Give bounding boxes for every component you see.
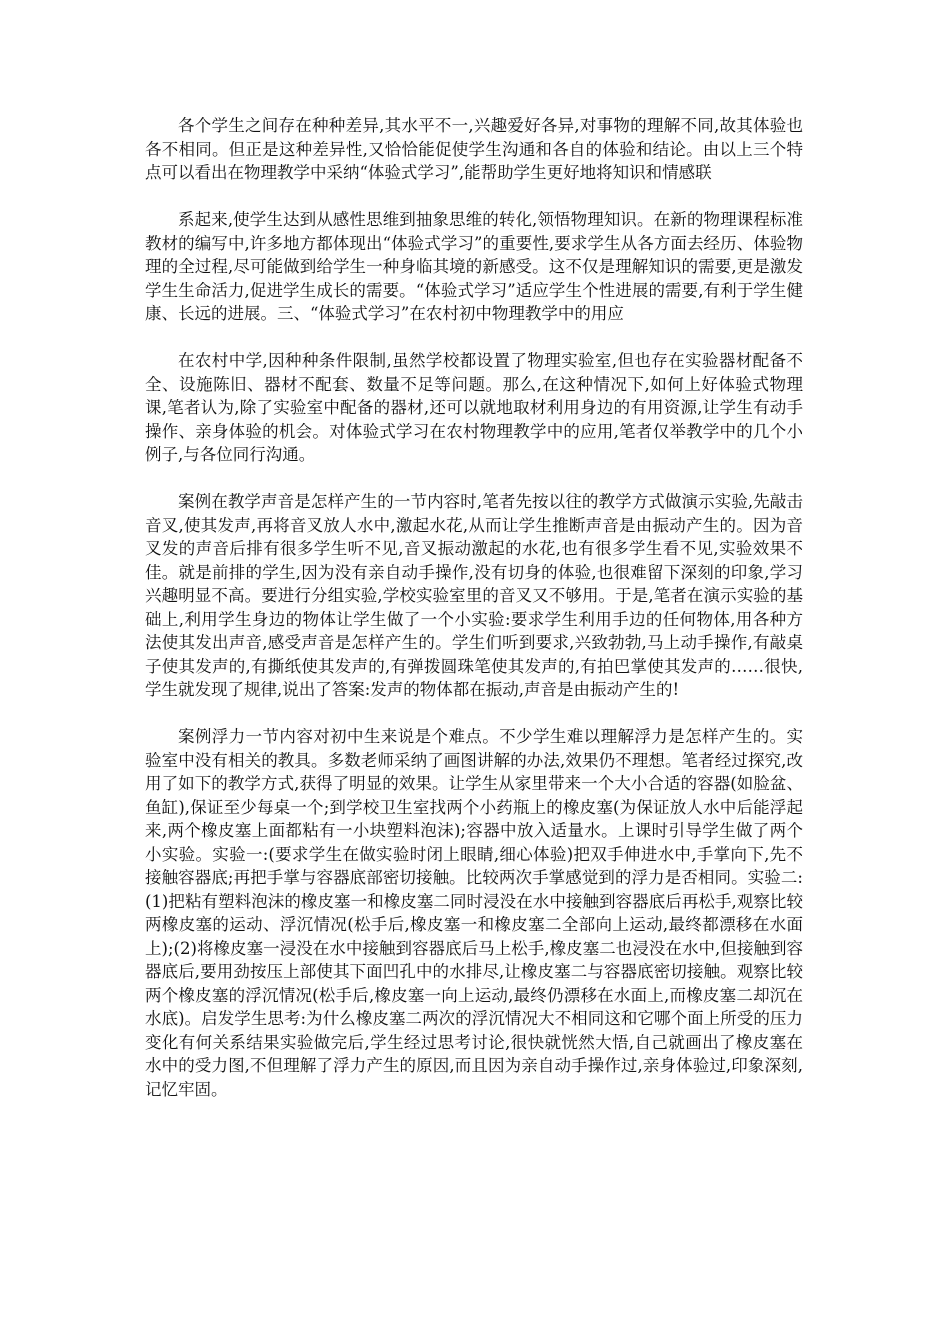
paragraph-3: 在农村中学,因种种条件限制,虽然学校都设置了物理实验室,但也存在实验器材配备不全、设施陈旧、器材不配套、数量不足等问题。那么,在这种情况下,如何上好体验式物理课,笔者认为,除了实验室中配备的器材,还可以就地取材利用身边的有用资源,让学生有动手操作、亲身体验的机会。对体验式学习在农村物理教学中的应用,笔者仅举教学中的几个小例子,与各位同行沟通。 bbox=[145, 351, 803, 464]
paragraph-4: 案例在教学声音是怎样产生的一节内容时,笔者先按以往的教学方式做演示实验,先敲击音叉,使其发声,再将音叉放人水中,激起水花,从而让学生推断声音是由振动产生的。因为音叉发的声音后排有很多学生听不见,音叉振动激起的水花,也有很多学生看不见,实验效果不佳。就是前排的学生,因为没有亲自动手操作,没有切身的体验,也很难留下深刻的印象,学习兴趣明显不高。要进行分组实验,学校实验室里的音叉又不够用。于是,笔者在演示实验的基础上,利用学生身边的物体让学生做了一个小实验:要求学生利用手边的任何物体,用各种方法使其发出声音,感受声音是怎样产生的。学生们听到要求,兴致勃勃,马上动手操作,有敲桌子使其发声的,有撕纸使其发声的,有弹拨圆珠笔使其发声的,有拍巴掌使其发声的……很快,学生就发现了规律,说出了答案:发声的物体都在振动,声音是由振动产生的! bbox=[145, 492, 803, 699]
paragraph-1: 各个学生之间存在种种差异,其水平不一,兴趣爱好各异,对事物的理解不同,故其体验也各不相同。但正是这种差异性,又恰恰能促使学生沟通和各自的体验和结论。由以上三个特点可以看出在物理教学中采纳“体验式学习”,能帮助学生更好地将知识和情感联 bbox=[145, 116, 803, 182]
paragraph-2: 系起来,使学生达到从感性思维到抽象思维的转化,领悟物理知识。在新的物理课程标准教材的编写中,许多地方都体现出“体验式学习”的重要性,要求学生从各方面去经历、体验物理的全过程,尽可能做到给学生一种身临其境的新感受。这不仅是理解知识的需要,更是激发学生生命活力,促进学生成长的需要。“体验式学习”适应学生个性进展的需要,有利于学生健康、长远的进展。三、“体验式学习”在农村初中物理教学中的用应 bbox=[145, 210, 803, 323]
document-page bbox=[145, 114, 803, 1125]
paragraph-5: 案例浮力一节内容对初中生来说是个难点。不少学生难以理解浮力是怎样产生的。实验室中没有相关的教具。多数老师采纳了画图讲解的办法,效果仍不理想。笔者经过探究,改用了如下的教学方式,获得了明显的效果。让学生从家里带来一个大小合适的容器(如脸盆、鱼缸),保证至少每桌一个;到学校卫生室找两个小药瓶上的橡皮塞(为保证放人水中后能浮起来,两个橡皮塞上面都粘有一小块塑料泡沫);容器中放入适量水。上课时引导学生做了两个小实验。实验一:(要求学生在做实验时闭上眼睛,细心体验)把双手伸进水中,手掌向下,先不接触容器底;再把手掌与容器底部密切接触。比较两次手掌感觉到的浮力是否相同。实验二:(1)把粘有塑料泡沫的橡皮塞一和橡皮塞二同时浸没在水中接触到容器底后再松手,观察比较两橡皮塞的运动、浮沉情况(松手后,橡皮塞一和橡皮塞二全部向上运动,最终都漂移在水面上);(2)将橡皮塞一浸没在水中接触到容器底后马上松手,橡皮塞二也浸没在水中,但接触到容器底后,要用劲按压上部使其下面凹孔中的水排尽,让橡皮塞二与容器底密切接触。观察比较两个橡皮塞的浮沉情况(松手后,橡皮塞一向上运动,最终仍漂移在水面上,而橡皮塞二却沉在水底)。启发学生思考:为什么橡皮塞二两次的浮沉情况大不相同这和它哪个面上所受的压力变化有何关系结果实验做完后,学生经过思考讨论,很快就恍然大悟,自己就画出了橡皮塞在水中的受力图,不但理解了浮力产生的原因,而且因为亲自动手操作过,亲身体验过,印象深刻,记忆牢固。 bbox=[145, 727, 803, 1099]
